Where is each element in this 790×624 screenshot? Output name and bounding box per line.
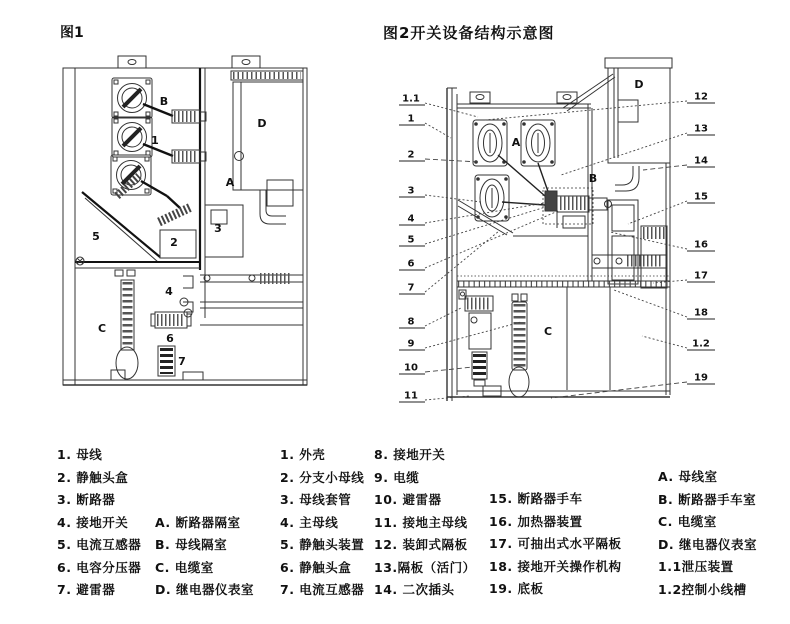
fig2-static-contact-assembly (543, 188, 612, 228)
fig2-callout-4: 4 (407, 213, 415, 225)
legend-row (489, 510, 622, 533)
fig2-callout-1.1: 1.1 (402, 93, 420, 105)
fig1-label-5: 5 (92, 230, 100, 243)
legend-row (374, 488, 476, 511)
legend-row (280, 511, 364, 534)
legend-item: 15. 断路器手车 (489, 491, 583, 506)
legend-item: 5. 电流互感器 (57, 537, 142, 552)
legend-item: 12. 装卸式隔板 (374, 537, 468, 552)
legend-item: 8. 接地开关 (374, 447, 446, 462)
legend-row (658, 533, 757, 556)
legend-row (280, 578, 364, 601)
legend-item: 9. 电缆 (374, 469, 420, 485)
legend-row (489, 555, 622, 578)
legend-row (280, 556, 364, 579)
legend-item: 19. 底板 (489, 581, 544, 596)
figure1-drawing (55, 50, 315, 395)
legend-col-fig2-b (374, 443, 476, 601)
legend-item: 10. 避雷器 (374, 492, 442, 507)
fig2-callout-8: 8 (407, 316, 415, 328)
legend-row (489, 577, 622, 600)
fig2-callout-18: 18 (694, 307, 708, 319)
fig1-label-2: 2 (170, 236, 178, 249)
fig2-label-B: B (588, 172, 598, 185)
figure2-title: 图2开关设备结构示意图 (383, 24, 555, 42)
legend-item: 6. 静触头盒 (280, 559, 352, 575)
legend-row (489, 487, 622, 510)
fig2-cable-compartment (459, 287, 610, 397)
legend-item: 1.1泄压装置 (658, 559, 734, 574)
legend-item: 18. 接地开关操作机构 (489, 558, 622, 574)
legend-row (57, 488, 254, 511)
fig1-label-3: 3 (214, 222, 222, 235)
fig1-cabinet-outline (63, 56, 307, 385)
fig2-callout-1.2: 1.2 (692, 338, 710, 350)
fig2-compartment-labels (512, 78, 644, 338)
legend-item: 1.2控制小线槽 (658, 581, 747, 597)
legend-row (374, 466, 476, 489)
fig2-breaker-handcart (592, 200, 667, 288)
legend-row (280, 488, 364, 511)
fig2-callout-15: 15 (694, 191, 708, 203)
legend-row (280, 443, 364, 466)
legend-row (658, 555, 757, 578)
legend-row (658, 465, 757, 488)
legend-item: 3. 母线套管 (280, 492, 352, 507)
legend-item: 1. 母线 (57, 447, 103, 462)
fig1-label-1: 1 (151, 134, 159, 147)
legend-item: 11. 接地主母线 (374, 514, 468, 530)
legend-item: 7. 避雷器 (57, 582, 116, 597)
fig1-busbar-connections (117, 104, 206, 222)
fig1-label-B: B (159, 95, 169, 108)
legend-col-fig2-c (489, 487, 622, 600)
fig1-labels (92, 95, 266, 368)
fig1-label-4: 4 (165, 285, 173, 298)
fig2-callout-7: 7 (407, 282, 415, 294)
legend-row (658, 488, 757, 511)
fig2-callout-17: 17 (694, 270, 708, 282)
legend-row (374, 556, 476, 579)
legend-item: 4. 接地开关 (57, 514, 129, 530)
legend-row (658, 510, 757, 533)
legend-row (57, 556, 254, 579)
fig2-callout-14: 14 (694, 155, 708, 167)
fig1-label-6: 6 (166, 332, 174, 345)
figure1-title: 图1 (60, 25, 84, 41)
legend-row (57, 443, 254, 466)
fig2-callout-16: 16 (694, 239, 708, 251)
legend-item: A. 母线室 (658, 469, 718, 484)
legend-row (374, 578, 476, 601)
legend-item: 3. 断路器 (57, 492, 116, 507)
legend-item: 5. 静触头装置 (280, 537, 365, 552)
fig2-callout-13: 13 (694, 123, 708, 135)
legend-item: 14. 二次插头 (374, 582, 455, 597)
legend-item: B. 断路器手车室 (658, 491, 757, 507)
legend-item: B. 母线隔室 (155, 537, 228, 552)
legend-row (57, 533, 254, 556)
legend-row (658, 578, 757, 601)
legend-col-fig2-a (280, 443, 364, 601)
fig2-callout-1: 1 (407, 113, 415, 125)
fig2-callout-5: 5 (407, 234, 415, 246)
legend-item: 4. 主母线 (280, 514, 339, 530)
legend-row (57, 511, 254, 534)
legend-item: 7. 电流互感器 (280, 582, 365, 597)
fig1-label-D: D (257, 117, 267, 130)
legend-item: C. 电缆室 (658, 514, 717, 529)
fig2-callout-19: 19 (694, 372, 708, 384)
fig1-right-compartments (200, 82, 303, 325)
legend-item: 1. 外壳 (280, 447, 326, 462)
legend-row (374, 443, 476, 466)
fig2-callout-3: 3 (407, 185, 415, 197)
legend-row (280, 466, 364, 489)
legend-item: 2. 分支小母线 (280, 469, 365, 485)
fig2-label-C: C (543, 325, 553, 338)
fig2-callout-2: 2 (407, 149, 415, 161)
legend-item: 2. 静触头盒 (57, 469, 129, 485)
fig2-callout-10: 10 (404, 362, 418, 374)
legend-row (489, 532, 622, 555)
legend-item: 16. 加热器装置 (489, 513, 583, 529)
legend-item: 17. 可抽出式水平隔板 (489, 536, 622, 551)
legend-item: D. 继电器仪表室 (658, 536, 757, 552)
fig2-label-D: D (634, 78, 644, 91)
legend-item: A. 断路器隔室 (155, 514, 241, 530)
legend-row (57, 578, 254, 601)
fig1-label-7: 7 (178, 355, 186, 368)
legend-col-rooms (658, 465, 757, 600)
legend-item: C. 电缆室 (155, 559, 214, 575)
legend-row (280, 533, 364, 556)
fig2-callout-6: 6 (407, 258, 415, 270)
legend-col-fig1 (57, 443, 254, 601)
figure2-drawing (395, 50, 720, 410)
legend-item: 6. 电容分压器 (57, 559, 142, 575)
fig2-callout-12: 12 (694, 91, 708, 103)
fig2-callout-9: 9 (407, 338, 415, 350)
fig1-bushing-insulators (111, 78, 152, 195)
legend-row (57, 466, 254, 489)
legend-row (374, 533, 476, 556)
fig1-label-C: C (97, 322, 107, 335)
legend-item: D. 继电器仪表室 (155, 582, 254, 597)
fig2-callout-11: 11 (404, 390, 418, 402)
legend-item: 13.隔板（活门） (374, 559, 476, 575)
legend-row (374, 511, 476, 534)
fig2-label-A: A (511, 136, 521, 149)
fig1-label-A: A (225, 176, 235, 189)
